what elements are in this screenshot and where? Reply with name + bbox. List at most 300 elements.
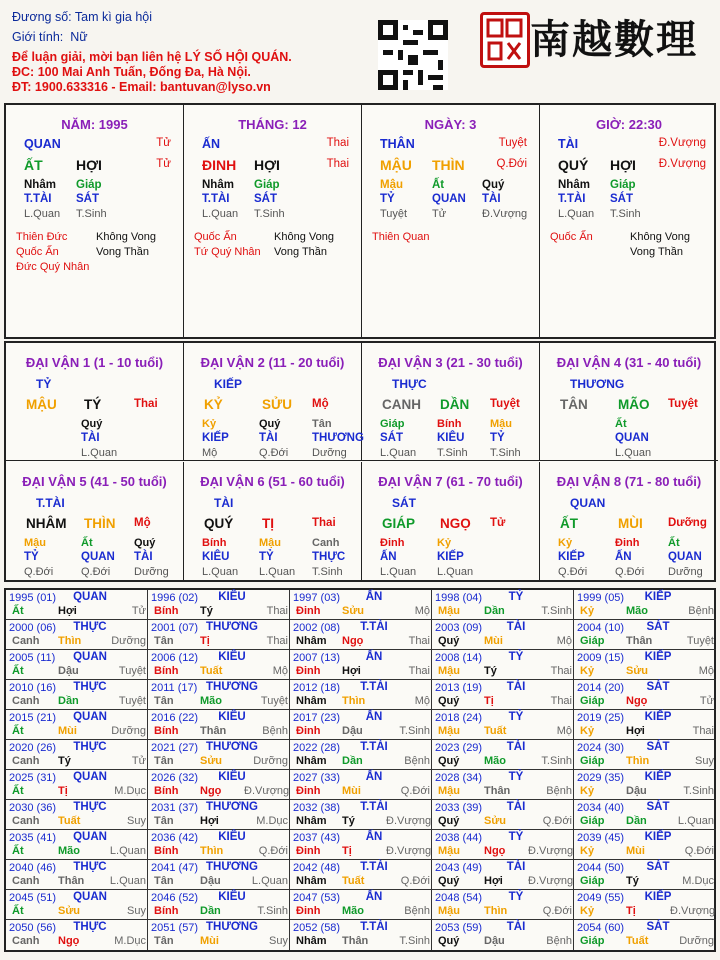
year-stage: T.Sinh — [541, 605, 572, 617]
year-cell[interactable] — [148, 620, 290, 650]
year-label: 1999 (05) — [577, 592, 625, 604]
year-cell[interactable] — [432, 710, 574, 740]
year-god: T.TÀI — [360, 621, 388, 633]
hidden-stem: Giáp — [254, 179, 280, 191]
year-label: 2010 (16) — [9, 682, 57, 694]
pillar-stage-top: Tuyệt — [498, 137, 527, 149]
year-stage: Dưỡng — [111, 725, 146, 737]
year-label: 2048 (54) — [435, 892, 483, 904]
year-cell[interactable] — [148, 890, 290, 920]
year-cell[interactable] — [148, 740, 290, 770]
year-god: T.TÀI — [360, 681, 388, 693]
year-branch: Ngọ — [342, 635, 364, 647]
year-god: SÁT — [646, 861, 670, 873]
year-branch: Sửu — [484, 815, 507, 827]
year-stage: Mộ — [698, 665, 714, 677]
dai-van-stem: CANH — [382, 397, 421, 412]
year-cell[interactable] — [574, 920, 716, 950]
year-stage: T.Sinh — [541, 755, 572, 767]
hidden-god: TỶ — [24, 551, 39, 563]
year-cell[interactable] — [6, 800, 148, 830]
chart-owner: Đương số: Tam kì gia hội — [12, 10, 153, 24]
pillar-god-label: TÀI — [558, 137, 579, 151]
year-god: TỶ — [508, 891, 524, 903]
header — [0, 0, 720, 100]
year-stem: Canh — [12, 635, 40, 647]
star-left: Thiên Quan — [372, 231, 430, 243]
year-label: 2047 (53) — [293, 892, 341, 904]
year-stage: M.Dục — [114, 785, 146, 797]
year-god: T.TÀI — [360, 861, 388, 873]
year-branch: Ngọ — [58, 935, 80, 947]
dai-van-cell[interactable] — [6, 343, 184, 461]
year-god: QUAN — [73, 591, 107, 603]
year-stage: Bệnh — [546, 785, 572, 797]
year-stem: Kỷ — [580, 725, 595, 737]
year-stage: Q.Đới — [400, 875, 430, 887]
year-cell[interactable] — [432, 800, 574, 830]
dai-van-god: THỰC — [392, 377, 427, 391]
year-label: 2039 (45) — [577, 832, 625, 844]
year-branch: Thìn — [484, 905, 508, 917]
hidden-stage: Dưỡng — [134, 566, 169, 578]
year-cell[interactable] — [290, 830, 432, 860]
year-label: 2038 (44) — [435, 832, 483, 844]
year-label: 2025 (31) — [9, 772, 57, 784]
year-stage: T.Sinh — [683, 785, 714, 797]
year-stage: Thai — [408, 635, 430, 647]
year-cell[interactable] — [6, 650, 148, 680]
dai-van-title: ĐẠI VẬN 8 (71 - 80 tuổi) — [556, 474, 702, 489]
year-stage: Q.Đới — [542, 815, 572, 827]
hidden-stage: Q.Đới — [615, 566, 645, 578]
year-stage: Dưỡng — [679, 935, 714, 947]
year-stem: Đinh — [296, 725, 321, 737]
year-branch: Ngọ — [484, 845, 506, 857]
year-god: TÀI — [506, 621, 526, 633]
year-branch: Mùi — [200, 935, 219, 947]
hidden-stem: Đinh — [615, 537, 640, 549]
year-god: THỰC — [73, 681, 107, 693]
year-stem: Ất — [12, 905, 24, 917]
year-cell[interactable] — [148, 710, 290, 740]
year-stem: Ất — [12, 665, 24, 677]
year-branch: Sửu — [58, 905, 81, 917]
year-god: THƯƠNG — [206, 801, 258, 813]
hidden-stem: Canh — [312, 537, 340, 549]
year-cell[interactable] — [6, 680, 148, 710]
year-cell[interactable] — [574, 860, 716, 890]
pillar-stage-top: Tử — [156, 137, 171, 149]
year-stage: Mộ — [414, 695, 430, 707]
hidden-stem: Nhâm — [24, 179, 56, 191]
year-branch: Tý — [342, 815, 355, 827]
hidden-god: KIẾP — [437, 551, 464, 563]
year-god: KIẾP — [644, 831, 672, 843]
year-stem: Ất — [12, 605, 24, 617]
year-label: 2026 (32) — [151, 772, 199, 784]
year-stem: Giáp — [580, 935, 605, 947]
year-label: 2043 (49) — [435, 862, 483, 874]
year-cell[interactable] — [432, 590, 574, 620]
year-stem: Tân — [154, 935, 174, 947]
year-stage: Thai — [266, 605, 288, 617]
year-cell[interactable] — [432, 620, 574, 650]
year-stem: Kỷ — [580, 785, 595, 797]
year-god: KIÊU — [218, 831, 246, 843]
year-stage: Thai — [550, 665, 572, 677]
hidden-stage: L.Quan — [202, 566, 239, 578]
year-cell[interactable] — [574, 620, 716, 650]
year-label: 2003 (09) — [435, 622, 483, 634]
year-branch: Dần — [200, 905, 221, 917]
hidden-god: T.TÀI — [24, 193, 52, 205]
year-god: T.TÀI — [360, 741, 388, 753]
dai-van-god: THƯƠNG — [570, 377, 625, 391]
hidden-god: KIÊU — [437, 432, 465, 444]
year-label: 2001 (07) — [151, 622, 199, 634]
year-label: 2036 (42) — [151, 832, 199, 844]
year-label: 2005 (11) — [9, 652, 56, 664]
year-god: ẤN — [365, 711, 383, 723]
year-god: SÁT — [646, 621, 670, 633]
dai-van-branch: MÙI — [618, 516, 643, 531]
year-stem: Tân — [154, 695, 174, 707]
year-cell[interactable] — [6, 710, 148, 740]
year-cell[interactable] — [574, 590, 716, 620]
year-label: 2012 (18) — [293, 682, 341, 694]
year-stem: Kỷ — [580, 845, 595, 857]
year-branch: Dần — [484, 605, 505, 617]
year-label: 2002 (08) — [293, 622, 341, 634]
year-god: TÀI — [506, 921, 526, 933]
year-stem: Canh — [12, 815, 40, 827]
year-cell[interactable] — [432, 920, 574, 950]
year-cell[interactable] — [574, 710, 716, 740]
year-branch: Ngọ — [626, 695, 648, 707]
hidden-stage: Q.Đới — [558, 566, 588, 578]
year-cell[interactable] — [148, 590, 290, 620]
year-stage: Tuyệt — [118, 695, 146, 707]
year-label: 2027 (33) — [293, 772, 341, 784]
year-cell[interactable] — [6, 830, 148, 860]
year-branch: Hợi — [58, 605, 77, 617]
year-cell[interactable] — [432, 680, 574, 710]
year-branch: Tị — [58, 785, 68, 797]
dai-van-stem: TÂN — [560, 397, 588, 412]
year-cell[interactable] — [574, 680, 716, 710]
year-god: SÁT — [646, 921, 670, 933]
year-stem: Nhâm — [296, 755, 327, 767]
dai-van-title: ĐẠI VẬN 7 (61 - 70 tuổi) — [378, 474, 523, 489]
year-god: THƯƠNG — [206, 741, 258, 753]
year-stage: Mộ — [272, 665, 288, 677]
hidden-stem: Quý — [134, 537, 156, 549]
dai-van-god: TÀI — [214, 496, 234, 510]
heavenly-stem: ẤT — [24, 157, 43, 173]
year-stem: Canh — [12, 875, 40, 887]
pillar-stage: Đ.Vượng — [658, 158, 706, 170]
dai-van-branch: MÃO — [618, 397, 650, 412]
year-label: 2046 (52) — [151, 892, 199, 904]
year-branch: Mùi — [58, 725, 77, 737]
pillar-god-label: ẤN — [202, 137, 221, 151]
hidden-stem: Giáp — [76, 179, 102, 191]
year-stage: Suy — [269, 935, 288, 947]
year-label: 2045 (51) — [9, 892, 57, 904]
year-cell[interactable] — [148, 830, 290, 860]
year-stem: Quý — [438, 695, 460, 707]
year-cell[interactable] — [574, 740, 716, 770]
phone-email-line[interactable]: ĐT: 1900.633316 - Email: bantuvan@lyso.vn — [12, 80, 271, 94]
heavenly-stem: QUÝ — [558, 157, 589, 173]
year-branch: Dần — [58, 695, 79, 707]
year-god: ẤN — [365, 651, 383, 663]
year-cell[interactable] — [290, 680, 432, 710]
hidden-god: TÀI — [259, 432, 278, 444]
year-stem: Đinh — [296, 605, 321, 617]
year-label: 2054 (60) — [577, 922, 625, 934]
year-god: TỶ — [508, 771, 524, 783]
year-stage: Đ.Vượng — [386, 845, 432, 857]
dai-van-branch: TỊ — [262, 516, 274, 531]
dai-van-stage: Tử — [490, 517, 506, 529]
hidden-stage: Tử — [432, 208, 447, 220]
year-god: TÀI — [506, 861, 526, 873]
hidden-stage: T.Sinh — [312, 566, 343, 578]
dai-van-stage: Tuyệt — [490, 398, 520, 410]
dai-van-branch: NGỌ — [440, 516, 471, 531]
year-branch: Mão — [58, 845, 80, 857]
hidden-god: SÁT — [610, 193, 633, 205]
year-cell[interactable] — [148, 680, 290, 710]
year-branch: Hợi — [626, 725, 645, 737]
year-branch: Mùi — [484, 635, 503, 647]
year-cell[interactable] — [148, 650, 290, 680]
year-label: 2017 (23) — [293, 712, 341, 724]
dai-van-god: TỶ — [36, 377, 52, 391]
dai-van-god: QUAN — [570, 496, 606, 510]
year-god: THỰC — [73, 801, 107, 813]
year-branch: Hợi — [484, 875, 503, 887]
year-branch: Tuất — [200, 665, 223, 677]
year-stem: Giáp — [580, 755, 605, 767]
year-stem: Ất — [12, 725, 24, 737]
year-label: 2021 (27) — [151, 742, 199, 754]
dai-van-stem: ẤT — [560, 516, 578, 531]
dai-van-cell[interactable] — [540, 462, 718, 580]
year-stem: Đinh — [296, 665, 321, 677]
hidden-stem: Ất — [81, 537, 93, 549]
hidden-stem: Ất — [668, 537, 680, 549]
year-cell[interactable] — [290, 620, 432, 650]
year-stage: Bệnh — [262, 725, 288, 737]
year-branch: Tý — [200, 605, 213, 617]
year-stage: Tử — [131, 605, 146, 617]
year-stage: Mộ — [556, 635, 572, 647]
hidden-god: SÁT — [254, 193, 277, 205]
year-stage: Q.Đới — [258, 845, 288, 857]
year-branch: Dậu — [342, 725, 363, 737]
year-branch: Ngọ — [200, 785, 222, 797]
pillar-stage-top: Thai — [326, 137, 349, 149]
year-label: 2028 (34) — [435, 772, 483, 784]
year-cell[interactable] — [290, 860, 432, 890]
year-stem: Quý — [438, 635, 460, 647]
dai-van-cell[interactable] — [184, 462, 362, 580]
year-stage: Thai — [692, 725, 714, 737]
year-god: KIÊU — [218, 591, 246, 603]
dai-van-branch: DẦN — [440, 397, 470, 412]
dai-van-cell[interactable] — [362, 343, 540, 461]
year-cell[interactable] — [290, 710, 432, 740]
year-cell[interactable] — [148, 860, 290, 890]
year-label: 2008 (14) — [435, 652, 483, 664]
pillar-title: GIỜ: 22:30 — [595, 117, 662, 132]
year-stem: Mậu — [438, 845, 460, 857]
dai-van-stage: Mộ — [312, 398, 329, 410]
year-god: KIÊU — [218, 651, 246, 663]
year-label: 2044 (50) — [577, 862, 625, 874]
brand-title: 南越數理 — [530, 16, 698, 63]
year-label: 2053 (59) — [435, 922, 483, 934]
hidden-stem: Giáp — [380, 418, 405, 430]
year-branch: Tuất — [626, 935, 649, 947]
pillar-title: NGÀY: 3 — [424, 117, 477, 132]
year-cell[interactable] — [6, 770, 148, 800]
seal-stamp-icon — [480, 12, 530, 68]
year-stem: Canh — [12, 695, 40, 707]
year-stem: Ất — [12, 845, 24, 857]
year-god: QUAN — [73, 651, 107, 663]
year-cell[interactable] — [6, 860, 148, 890]
dai-van-cell[interactable] — [6, 462, 184, 580]
hidden-god: SÁT — [380, 432, 403, 444]
year-cell[interactable] — [574, 890, 716, 920]
year-stage: Bệnh — [688, 605, 714, 617]
year-label: 2016 (22) — [151, 712, 199, 724]
pillar-stage: Q.Đới — [496, 158, 527, 170]
year-god: T.TÀI — [360, 921, 388, 933]
dai-van-cell[interactable] — [184, 343, 362, 461]
year-cell[interactable] — [148, 770, 290, 800]
pillar-title: THÁNG: 12 — [238, 117, 307, 132]
hidden-god: ẤN — [380, 551, 397, 563]
year-cell[interactable] — [290, 650, 432, 680]
dai-van-stem: KỶ — [204, 397, 223, 412]
year-stage: Đ.Vượng — [670, 905, 716, 917]
year-cell[interactable] — [432, 650, 574, 680]
year-cell[interactable] — [6, 920, 148, 950]
year-god: TÀI — [506, 801, 526, 813]
year-stage: Thai — [408, 665, 430, 677]
year-cell[interactable] — [6, 890, 148, 920]
year-cell[interactable] — [574, 800, 716, 830]
year-cell[interactable] — [574, 770, 716, 800]
hidden-god: QUAN — [432, 193, 466, 205]
year-cell[interactable] — [6, 620, 148, 650]
year-god: TÀI — [506, 681, 526, 693]
earthly-branch: HỢI — [254, 157, 280, 173]
year-cell[interactable] — [290, 770, 432, 800]
year-god: THƯƠNG — [206, 681, 258, 693]
year-stage: Q.Đới — [684, 845, 714, 857]
year-stage: Dưỡng — [111, 635, 146, 647]
year-branch: Mão — [626, 605, 648, 617]
year-cell[interactable] — [432, 860, 574, 890]
year-stage: Q.Đới — [400, 785, 430, 797]
year-stage: L.Quan — [109, 875, 146, 887]
dai-van-cell[interactable] — [540, 343, 718, 461]
year-cell[interactable] — [6, 740, 148, 770]
year-stem: Giáp — [580, 695, 605, 707]
year-cell[interactable] — [432, 830, 574, 860]
year-cell[interactable] — [6, 590, 148, 620]
year-stage: L.Quan — [109, 845, 146, 857]
hidden-god: THỰC — [312, 551, 346, 563]
year-cell[interactable] — [290, 920, 432, 950]
year-label: 2006 (12) — [151, 652, 199, 664]
year-stem: Quý — [438, 755, 460, 767]
pillar-god-label: THÂN — [380, 137, 415, 151]
year-cell[interactable] — [574, 650, 716, 680]
year-god: QUAN — [73, 771, 107, 783]
year-branch: Thân — [484, 785, 511, 797]
year-cell[interactable] — [148, 920, 290, 950]
dai-van-stem: QUÝ — [204, 516, 234, 531]
dai-van-title: ĐẠI VẬN 2 (11 - 20 tuổi) — [200, 355, 345, 370]
year-stage: Bệnh — [546, 935, 572, 947]
year-stage: Tử — [699, 695, 714, 707]
year-cell[interactable] — [432, 740, 574, 770]
hidden-stage: Dưỡng — [312, 447, 347, 459]
year-cell[interactable] — [290, 590, 432, 620]
year-cell[interactable] — [148, 800, 290, 830]
year-god: THƯƠNG — [206, 621, 258, 633]
year-cell[interactable] — [290, 800, 432, 830]
hidden-stem: Giáp — [610, 179, 636, 191]
year-stem: Quý — [438, 875, 460, 887]
year-label: 2004 (10) — [577, 622, 625, 634]
hidden-stage: L.Quan — [24, 208, 61, 220]
year-label: 2019 (25) — [577, 712, 625, 724]
hidden-stage: L.Quan — [202, 208, 239, 220]
year-branch: Dần — [342, 755, 363, 767]
year-stem: Mậu — [438, 665, 460, 677]
hidden-stage: L.Quan — [437, 566, 474, 578]
year-label: 2009 (15) — [577, 652, 625, 664]
year-stage: Suy — [695, 755, 714, 767]
year-cell[interactable] — [290, 740, 432, 770]
year-cell[interactable] — [290, 890, 432, 920]
hidden-stem: Ất — [615, 418, 627, 430]
year-cell[interactable] — [432, 890, 574, 920]
year-label: 2020 (26) — [9, 742, 57, 754]
year-cell[interactable] — [432, 770, 574, 800]
dai-van-cell[interactable] — [362, 462, 540, 580]
hidden-stem: Kỷ — [437, 537, 452, 549]
star-left: Quốc Ấn — [550, 231, 593, 243]
year-label: 1996 (02) — [151, 592, 199, 604]
year-cell[interactable] — [574, 830, 716, 860]
hidden-god: KIẾP — [202, 432, 229, 444]
qr-code-icon[interactable] — [378, 20, 448, 90]
year-stem: Mậu — [438, 605, 460, 617]
hidden-stem: Mậu — [259, 537, 281, 549]
year-branch: Thìn — [626, 755, 650, 767]
hidden-stem: Tân — [312, 418, 332, 430]
year-branch: Thìn — [200, 845, 224, 857]
